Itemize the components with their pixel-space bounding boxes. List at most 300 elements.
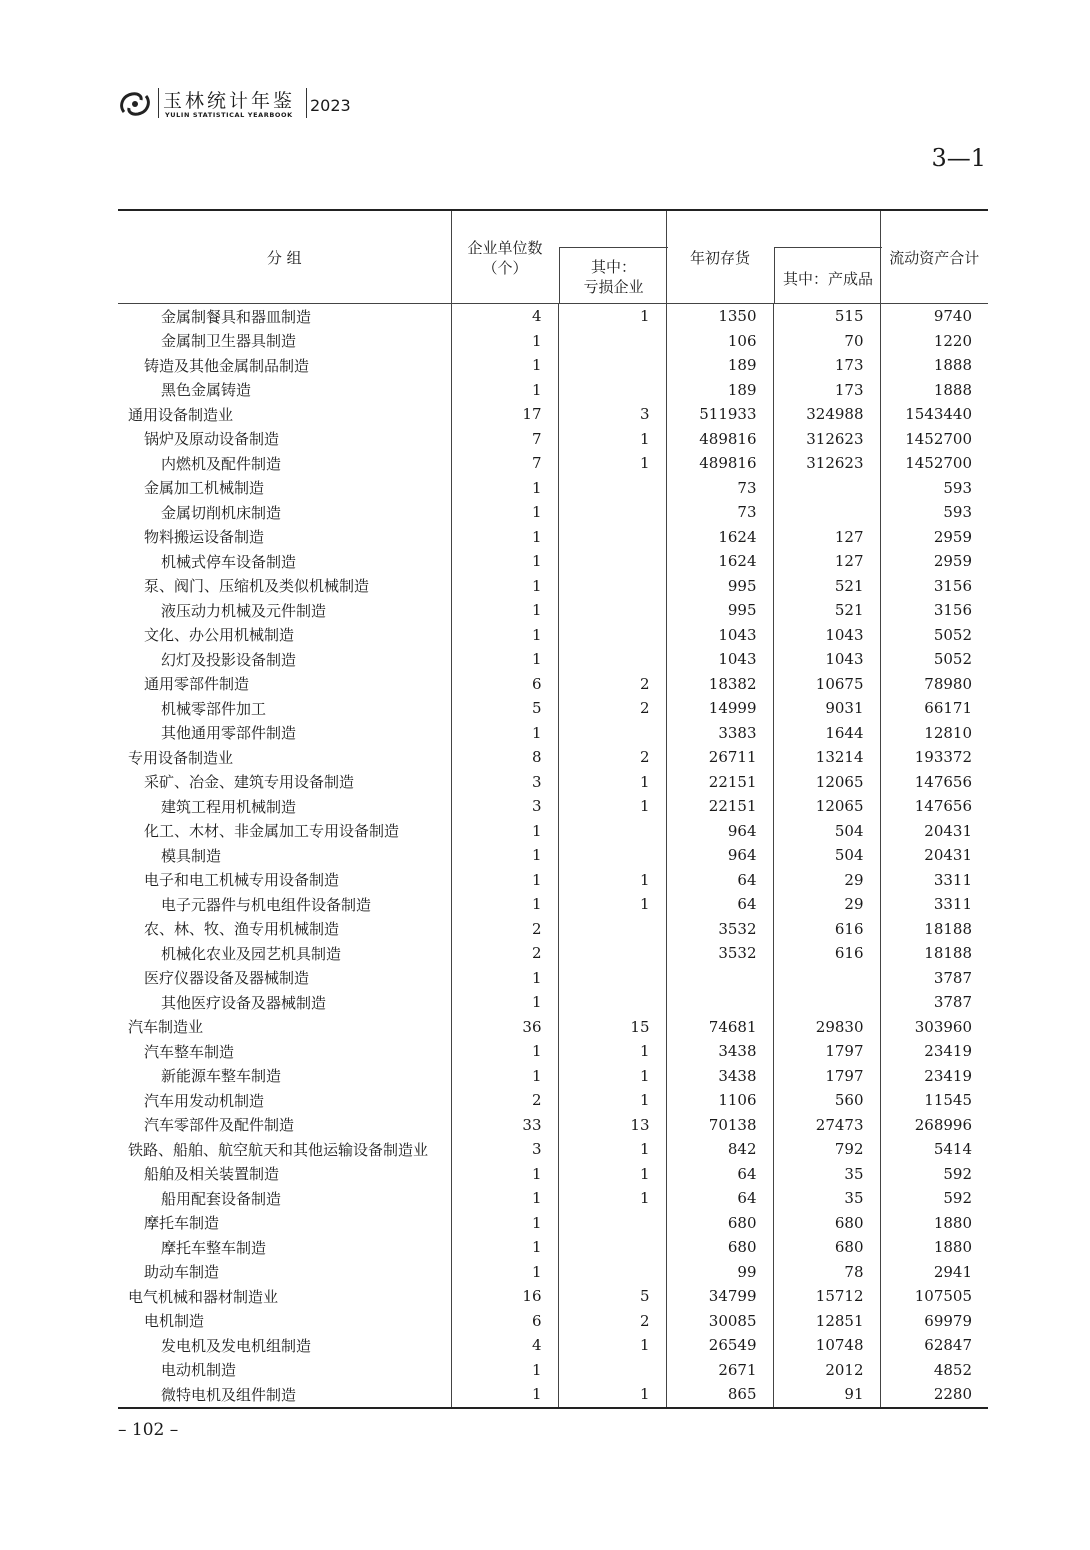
cell-units: 8 xyxy=(451,745,558,770)
cell-inventory: 995 xyxy=(666,598,773,623)
table-row xyxy=(118,1064,988,1089)
cell-finished: 12851 xyxy=(773,1309,880,1334)
row-name: 模具制造 xyxy=(161,846,222,865)
cell-units: 4 xyxy=(451,1333,558,1358)
cell-inventory: 865 xyxy=(666,1382,773,1408)
cell-loss-units: 1 xyxy=(558,1137,666,1162)
cell-units: 1 xyxy=(451,990,558,1015)
cell-units: 16 xyxy=(451,1284,558,1309)
cell-finished: 1797 xyxy=(773,1064,880,1089)
cell-finished: 560 xyxy=(773,1088,880,1113)
cell-finished xyxy=(773,990,880,1015)
cell-units: 1 xyxy=(451,1260,558,1285)
units-label: 企业单位数 xyxy=(467,239,543,257)
table-row xyxy=(118,1260,988,1285)
cell-units: 7 xyxy=(451,451,558,476)
cell-units: 1 xyxy=(451,476,558,501)
cell-current-assets: 12810 xyxy=(880,721,988,746)
cell-loss-units xyxy=(558,329,666,354)
row-name: 液压动力机械及元件制造 xyxy=(161,601,327,620)
row-name: 汽车用发动机制造 xyxy=(144,1091,265,1110)
row-name: 微特电机及组件制造 xyxy=(118,1382,451,1408)
cell-finished xyxy=(773,500,880,525)
cell-units: 1 xyxy=(451,329,558,354)
cell-finished: 521 xyxy=(773,598,880,623)
cell-inventory: 34799 xyxy=(666,1284,773,1309)
cell-loss-units xyxy=(558,721,666,746)
cell-inventory: 489816 xyxy=(666,451,773,476)
cell-inventory: 14999 xyxy=(666,696,773,721)
cell-units: 1 xyxy=(451,1186,558,1211)
cell-current-assets: 66171 xyxy=(880,696,988,721)
cell-units: 2 xyxy=(451,1088,558,1113)
cell-inventory: 189 xyxy=(666,353,773,378)
cell-inventory: 3532 xyxy=(666,917,773,942)
cell-current-assets: 3787 xyxy=(880,990,988,1015)
cell-units: 1 xyxy=(451,1382,558,1408)
cell-current-assets: 9740 xyxy=(880,304,988,329)
cell-loss-units xyxy=(558,623,666,648)
column-header-units xyxy=(451,210,666,304)
cell-units: 3 xyxy=(451,770,558,795)
cell-inventory: 964 xyxy=(666,819,773,844)
row-name: 发电机及发电机组制造 xyxy=(161,1336,312,1355)
cell-loss-units xyxy=(558,500,666,525)
cell-inventory: 73 xyxy=(666,500,773,525)
cell-finished: 1043 xyxy=(773,623,880,648)
cell-finished: 173 xyxy=(773,378,880,403)
column-header-current-assets: 流动资产合计 xyxy=(880,210,988,304)
table-row xyxy=(118,500,988,525)
cell-current-assets: 1220 xyxy=(880,329,988,354)
cell-units: 1 xyxy=(451,843,558,868)
cell-inventory xyxy=(666,966,773,991)
cell-loss-units xyxy=(558,843,666,868)
table-row xyxy=(118,525,988,550)
yearbook-year: 2023 xyxy=(310,96,351,115)
cell-finished: 29830 xyxy=(773,1015,880,1040)
cell-loss-units: 1 xyxy=(558,1088,666,1113)
cell-current-assets: 3311 xyxy=(880,868,988,893)
cell-inventory: 3532 xyxy=(666,941,773,966)
cell-units: 2 xyxy=(451,917,558,942)
cell-current-assets: 1888 xyxy=(880,378,988,403)
cell-units: 5 xyxy=(451,696,558,721)
table-row xyxy=(118,819,988,844)
cell-units: 1 xyxy=(451,1211,558,1236)
row-name: 摩托车整车制造 xyxy=(161,1238,267,1257)
cell-loss-units: 5 xyxy=(558,1284,666,1309)
cell-inventory: 842 xyxy=(666,1137,773,1162)
table-row xyxy=(118,1015,988,1040)
cell-units: 3 xyxy=(451,794,558,819)
cell-current-assets: 1452700 xyxy=(880,427,988,452)
cell-current-assets: 5414 xyxy=(880,1137,988,1162)
cell-finished: 312623 xyxy=(773,451,880,476)
yearbook-title: 玉林统计年鉴 xyxy=(163,90,296,112)
cell-units: 1 xyxy=(451,1235,558,1260)
cell-current-assets: 147656 xyxy=(880,794,988,819)
cell-inventory: 489816 xyxy=(666,427,773,452)
cell-finished: 35 xyxy=(773,1162,880,1187)
cell-current-assets: 2280 xyxy=(880,1382,988,1408)
cell-units: 1 xyxy=(451,966,558,991)
cell-units: 1 xyxy=(451,1358,558,1383)
cell-current-assets: 147656 xyxy=(880,770,988,795)
cell-current-assets: 303960 xyxy=(880,1015,988,1040)
row-name: 采矿、冶金、建筑专用设备制造 xyxy=(144,773,355,792)
cell-units: 1 xyxy=(451,819,558,844)
cell-current-assets: 193372 xyxy=(880,745,988,770)
cell-loss-units xyxy=(558,819,666,844)
cell-finished: 680 xyxy=(773,1235,880,1260)
table-row xyxy=(118,917,988,942)
cell-loss-units xyxy=(558,1211,666,1236)
cell-finished: 127 xyxy=(773,549,880,574)
cell-units: 2 xyxy=(451,941,558,966)
table-row xyxy=(118,623,988,648)
cell-units: 1 xyxy=(451,525,558,550)
cell-current-assets: 592 xyxy=(880,1186,988,1211)
cell-loss-units: 1 xyxy=(558,1186,666,1211)
cell-loss-units xyxy=(558,378,666,403)
cell-current-assets: 1452700 xyxy=(880,451,988,476)
row-name: 幻灯及投影设备制造 xyxy=(161,650,297,669)
row-name: 内燃机及配件制造 xyxy=(161,454,282,473)
cell-units: 1 xyxy=(451,378,558,403)
row-name: 助动车制造 xyxy=(144,1263,220,1282)
cell-units: 1 xyxy=(451,647,558,672)
cell-current-assets: 1543440 xyxy=(880,402,988,427)
cell-loss-units: 1 xyxy=(558,304,666,329)
table-row xyxy=(118,794,988,819)
cell-inventory: 3438 xyxy=(666,1064,773,1089)
column-header-finished: 其中：产成品 xyxy=(774,247,882,304)
cell-loss-units xyxy=(558,353,666,378)
cell-inventory: 106 xyxy=(666,329,773,354)
cell-finished: 504 xyxy=(773,843,880,868)
row-name: 电机制造 xyxy=(144,1312,205,1331)
table-row xyxy=(118,1333,988,1358)
data-table-container xyxy=(118,209,988,1409)
cell-loss-units: 1 xyxy=(558,451,666,476)
row-name: 医疗仪器设备及器械制造 xyxy=(144,969,310,988)
row-name: 通用设备制造业 xyxy=(128,405,234,424)
row-name: 电子元器件与机电组件设备制造 xyxy=(161,895,372,914)
cell-finished: 10675 xyxy=(773,672,880,697)
header-divider xyxy=(306,88,307,118)
cell-current-assets: 69979 xyxy=(880,1309,988,1334)
cell-units: 36 xyxy=(451,1015,558,1040)
table-row xyxy=(118,1211,988,1236)
cell-inventory: 64 xyxy=(666,1162,773,1187)
cell-finished: 10748 xyxy=(773,1333,880,1358)
cell-current-assets: 23419 xyxy=(880,1064,988,1089)
cell-inventory: 1106 xyxy=(666,1088,773,1113)
cell-current-assets: 1888 xyxy=(880,353,988,378)
cell-current-assets: 3156 xyxy=(880,574,988,599)
row-name: 汽车整车制造 xyxy=(144,1042,235,1061)
table-row xyxy=(118,378,988,403)
cell-inventory: 680 xyxy=(666,1211,773,1236)
cell-inventory: 74681 xyxy=(666,1015,773,1040)
column-header-inventory: 年初存货 其中：产成品 xyxy=(666,210,880,304)
cell-finished: 127 xyxy=(773,525,880,550)
row-name: 建筑工程用机械制造 xyxy=(161,797,297,816)
row-name: 铸造及其他金属制品制造 xyxy=(144,356,310,375)
cell-current-assets: 4852 xyxy=(880,1358,988,1383)
cell-inventory: 189 xyxy=(666,378,773,403)
cell-finished: 324988 xyxy=(773,402,880,427)
cell-inventory: 64 xyxy=(666,868,773,893)
row-name: 新能源车整车制造 xyxy=(161,1067,282,1086)
row-name: 摩托车制造 xyxy=(144,1214,220,1233)
cell-units: 4 xyxy=(451,304,558,329)
cell-finished: 312623 xyxy=(773,427,880,452)
cell-current-assets: 20431 xyxy=(880,843,988,868)
table-row xyxy=(118,549,988,574)
cell-current-assets: 268996 xyxy=(880,1113,988,1138)
cell-finished: 680 xyxy=(773,1211,880,1236)
cell-current-assets: 18188 xyxy=(880,917,988,942)
table-row xyxy=(118,990,988,1015)
cell-finished: 35 xyxy=(773,1186,880,1211)
table-row xyxy=(118,353,988,378)
cell-finished: 1043 xyxy=(773,647,880,672)
cell-inventory: 1350 xyxy=(666,304,773,329)
cell-units: 33 xyxy=(451,1113,558,1138)
cell-inventory: 26549 xyxy=(666,1333,773,1358)
cell-loss-units xyxy=(558,1358,666,1383)
cell-inventory: 30085 xyxy=(666,1309,773,1334)
cell-inventory: 22151 xyxy=(666,794,773,819)
row-name: 机械零部件加工 xyxy=(161,699,267,718)
cell-units: 1 xyxy=(451,868,558,893)
row-name: 泵、阀门、压缩机及类似机械制造 xyxy=(144,577,370,596)
cell-loss-units: 1 xyxy=(558,794,666,819)
cell-finished xyxy=(773,966,880,991)
cell-inventory: 1043 xyxy=(666,623,773,648)
table-row xyxy=(118,1235,988,1260)
table-row xyxy=(118,647,988,672)
cell-units: 1 xyxy=(451,892,558,917)
cell-inventory: 680 xyxy=(666,1235,773,1260)
cell-loss-units: 3 xyxy=(558,402,666,427)
row-name: 船用配套设备制造 xyxy=(161,1189,282,1208)
table-row xyxy=(118,843,988,868)
table-row xyxy=(118,574,988,599)
row-name: 船舶及相关装置制造 xyxy=(144,1165,280,1184)
cell-finished: 29 xyxy=(773,868,880,893)
cell-inventory: 70138 xyxy=(666,1113,773,1138)
cell-units: 17 xyxy=(451,402,558,427)
row-name: 金属切削机床制造 xyxy=(161,503,282,522)
units-unit-label: （个） xyxy=(482,259,528,277)
cell-inventory: 995 xyxy=(666,574,773,599)
cell-units: 3 xyxy=(451,1137,558,1162)
cell-loss-units xyxy=(558,1235,666,1260)
cell-loss-units xyxy=(558,476,666,501)
cell-loss-units xyxy=(558,990,666,1015)
cell-current-assets: 2959 xyxy=(880,549,988,574)
table-row xyxy=(118,1113,988,1138)
cell-current-assets: 592 xyxy=(880,1162,988,1187)
cell-finished: 9031 xyxy=(773,696,880,721)
row-name: 汽车零部件及配件制造 xyxy=(144,1116,295,1135)
cell-current-assets: 5052 xyxy=(880,647,988,672)
table-row xyxy=(118,696,988,721)
cell-inventory: 511933 xyxy=(666,402,773,427)
cell-finished: 13214 xyxy=(773,745,880,770)
row-name: 电动机制造 xyxy=(161,1361,237,1380)
cell-finished: 12065 xyxy=(773,794,880,819)
cell-current-assets: 3787 xyxy=(880,966,988,991)
cell-units: 6 xyxy=(451,672,558,697)
row-name: 专用设备制造业 xyxy=(128,748,234,767)
cell-finished: 1644 xyxy=(773,721,880,746)
cell-current-assets: 3311 xyxy=(880,892,988,917)
yearbook-logo-icon xyxy=(118,90,152,118)
row-name: 文化、办公用机械制造 xyxy=(144,626,295,645)
column-header-loss: 其中： 亏损企业 xyxy=(559,247,668,304)
table-row xyxy=(118,1358,988,1383)
cell-finished: 12065 xyxy=(773,770,880,795)
cell-loss-units xyxy=(558,966,666,991)
table-row xyxy=(118,892,988,917)
table-row xyxy=(118,672,988,697)
row-name: 金属加工机械制造 xyxy=(144,479,265,498)
row-name: 电子和电工机械专用设备制造 xyxy=(144,871,340,890)
row-name: 通用零部件制造 xyxy=(144,675,250,694)
row-name: 金属制餐具和器皿制造 xyxy=(161,307,312,326)
cell-finished: 616 xyxy=(773,917,880,942)
cell-loss-units: 1 xyxy=(558,1333,666,1358)
cell-current-assets: 107505 xyxy=(880,1284,988,1309)
cell-inventory: 1043 xyxy=(666,647,773,672)
row-name: 汽车制造业 xyxy=(128,1018,204,1037)
cell-loss-units: 1 xyxy=(558,1064,666,1089)
table-row xyxy=(118,1162,988,1187)
row-name: 物料搬运设备制造 xyxy=(144,528,265,547)
row-name: 铁路、船舶、航空航天和其他运输设备制造业 xyxy=(128,1140,429,1159)
table-row xyxy=(118,1039,988,1064)
cell-current-assets: 23419 xyxy=(880,1039,988,1064)
cell-loss-units: 1 xyxy=(558,1382,666,1408)
table-number: 3—1 xyxy=(931,144,986,172)
row-name: 其他通用零部件制造 xyxy=(161,724,297,743)
cell-loss-units: 1 xyxy=(558,1162,666,1187)
cell-loss-units xyxy=(558,549,666,574)
cell-finished: 70 xyxy=(773,329,880,354)
yearbook-title-en: YULIN STATISTICAL YEARBOOK xyxy=(165,111,293,119)
table-row xyxy=(118,941,988,966)
table-body xyxy=(118,304,988,1408)
cell-inventory: 64 xyxy=(666,892,773,917)
cell-current-assets: 78980 xyxy=(880,672,988,697)
cell-current-assets: 5052 xyxy=(880,623,988,648)
table-row xyxy=(118,427,988,452)
cell-current-assets: 1880 xyxy=(880,1211,988,1236)
cell-current-assets: 62847 xyxy=(880,1333,988,1358)
cell-units: 1 xyxy=(451,1162,558,1187)
row-name: 电气机械和器材制造业 xyxy=(128,1287,279,1306)
cell-loss-units xyxy=(558,574,666,599)
cell-units: 1 xyxy=(451,353,558,378)
cell-inventory: 64 xyxy=(666,1186,773,1211)
cell-finished: 91 xyxy=(773,1382,880,1408)
cell-finished: 15712 xyxy=(773,1284,880,1309)
table-row xyxy=(118,868,988,893)
row-name: 其他医疗设备及器械制造 xyxy=(161,993,327,1012)
table-row xyxy=(118,966,988,991)
cell-finished: 792 xyxy=(773,1137,880,1162)
cell-inventory: 22151 xyxy=(666,770,773,795)
cell-loss-units: 1 xyxy=(558,868,666,893)
cell-current-assets: 2941 xyxy=(880,1260,988,1285)
cell-loss-units: 1 xyxy=(558,427,666,452)
row-name: 锅炉及原动设备制造 xyxy=(144,430,280,449)
cell-current-assets: 2959 xyxy=(880,525,988,550)
cell-units: 1 xyxy=(451,549,558,574)
cell-inventory: 1624 xyxy=(666,525,773,550)
row-name: 金属制卫生器具制造 xyxy=(161,332,297,351)
table-row xyxy=(118,402,988,427)
cell-loss-units: 2 xyxy=(558,696,666,721)
cell-finished: 27473 xyxy=(773,1113,880,1138)
header-divider xyxy=(158,88,159,118)
cell-current-assets: 593 xyxy=(880,500,988,525)
table-row xyxy=(118,1137,988,1162)
table-row xyxy=(118,329,988,354)
cell-current-assets: 1880 xyxy=(880,1235,988,1260)
cell-inventory xyxy=(666,990,773,1015)
cell-loss-units: 2 xyxy=(558,1309,666,1334)
cell-current-assets: 593 xyxy=(880,476,988,501)
table-row xyxy=(118,1186,988,1211)
cell-loss-units: 2 xyxy=(558,672,666,697)
cell-units: 1 xyxy=(451,500,558,525)
cell-loss-units: 13 xyxy=(558,1113,666,1138)
cell-loss-units xyxy=(558,525,666,550)
cell-inventory: 73 xyxy=(666,476,773,501)
cell-units: 1 xyxy=(451,623,558,648)
cell-inventory: 18382 xyxy=(666,672,773,697)
cell-loss-units xyxy=(558,598,666,623)
cell-inventory: 1624 xyxy=(666,549,773,574)
row-name: 机械式停车设备制造 xyxy=(161,552,297,571)
cell-units: 6 xyxy=(451,1309,558,1334)
cell-units: 1 xyxy=(451,1064,558,1089)
cell-units: 1 xyxy=(451,598,558,623)
cell-units: 7 xyxy=(451,427,558,452)
cell-finished: 78 xyxy=(773,1260,880,1285)
cell-finished: 521 xyxy=(773,574,880,599)
cell-inventory: 964 xyxy=(666,843,773,868)
cell-finished: 616 xyxy=(773,941,880,966)
data-table xyxy=(118,209,988,1409)
cell-loss-units: 1 xyxy=(558,892,666,917)
cell-inventory: 26711 xyxy=(666,745,773,770)
cell-loss-units: 15 xyxy=(558,1015,666,1040)
cell-finished: 173 xyxy=(773,353,880,378)
table-row xyxy=(118,1284,988,1309)
cell-finished: 29 xyxy=(773,892,880,917)
row-name: 黑色金属铸造 xyxy=(161,381,252,400)
table-row xyxy=(118,451,988,476)
cell-inventory: 3383 xyxy=(666,721,773,746)
cell-loss-units xyxy=(558,647,666,672)
cell-current-assets: 11545 xyxy=(880,1088,988,1113)
